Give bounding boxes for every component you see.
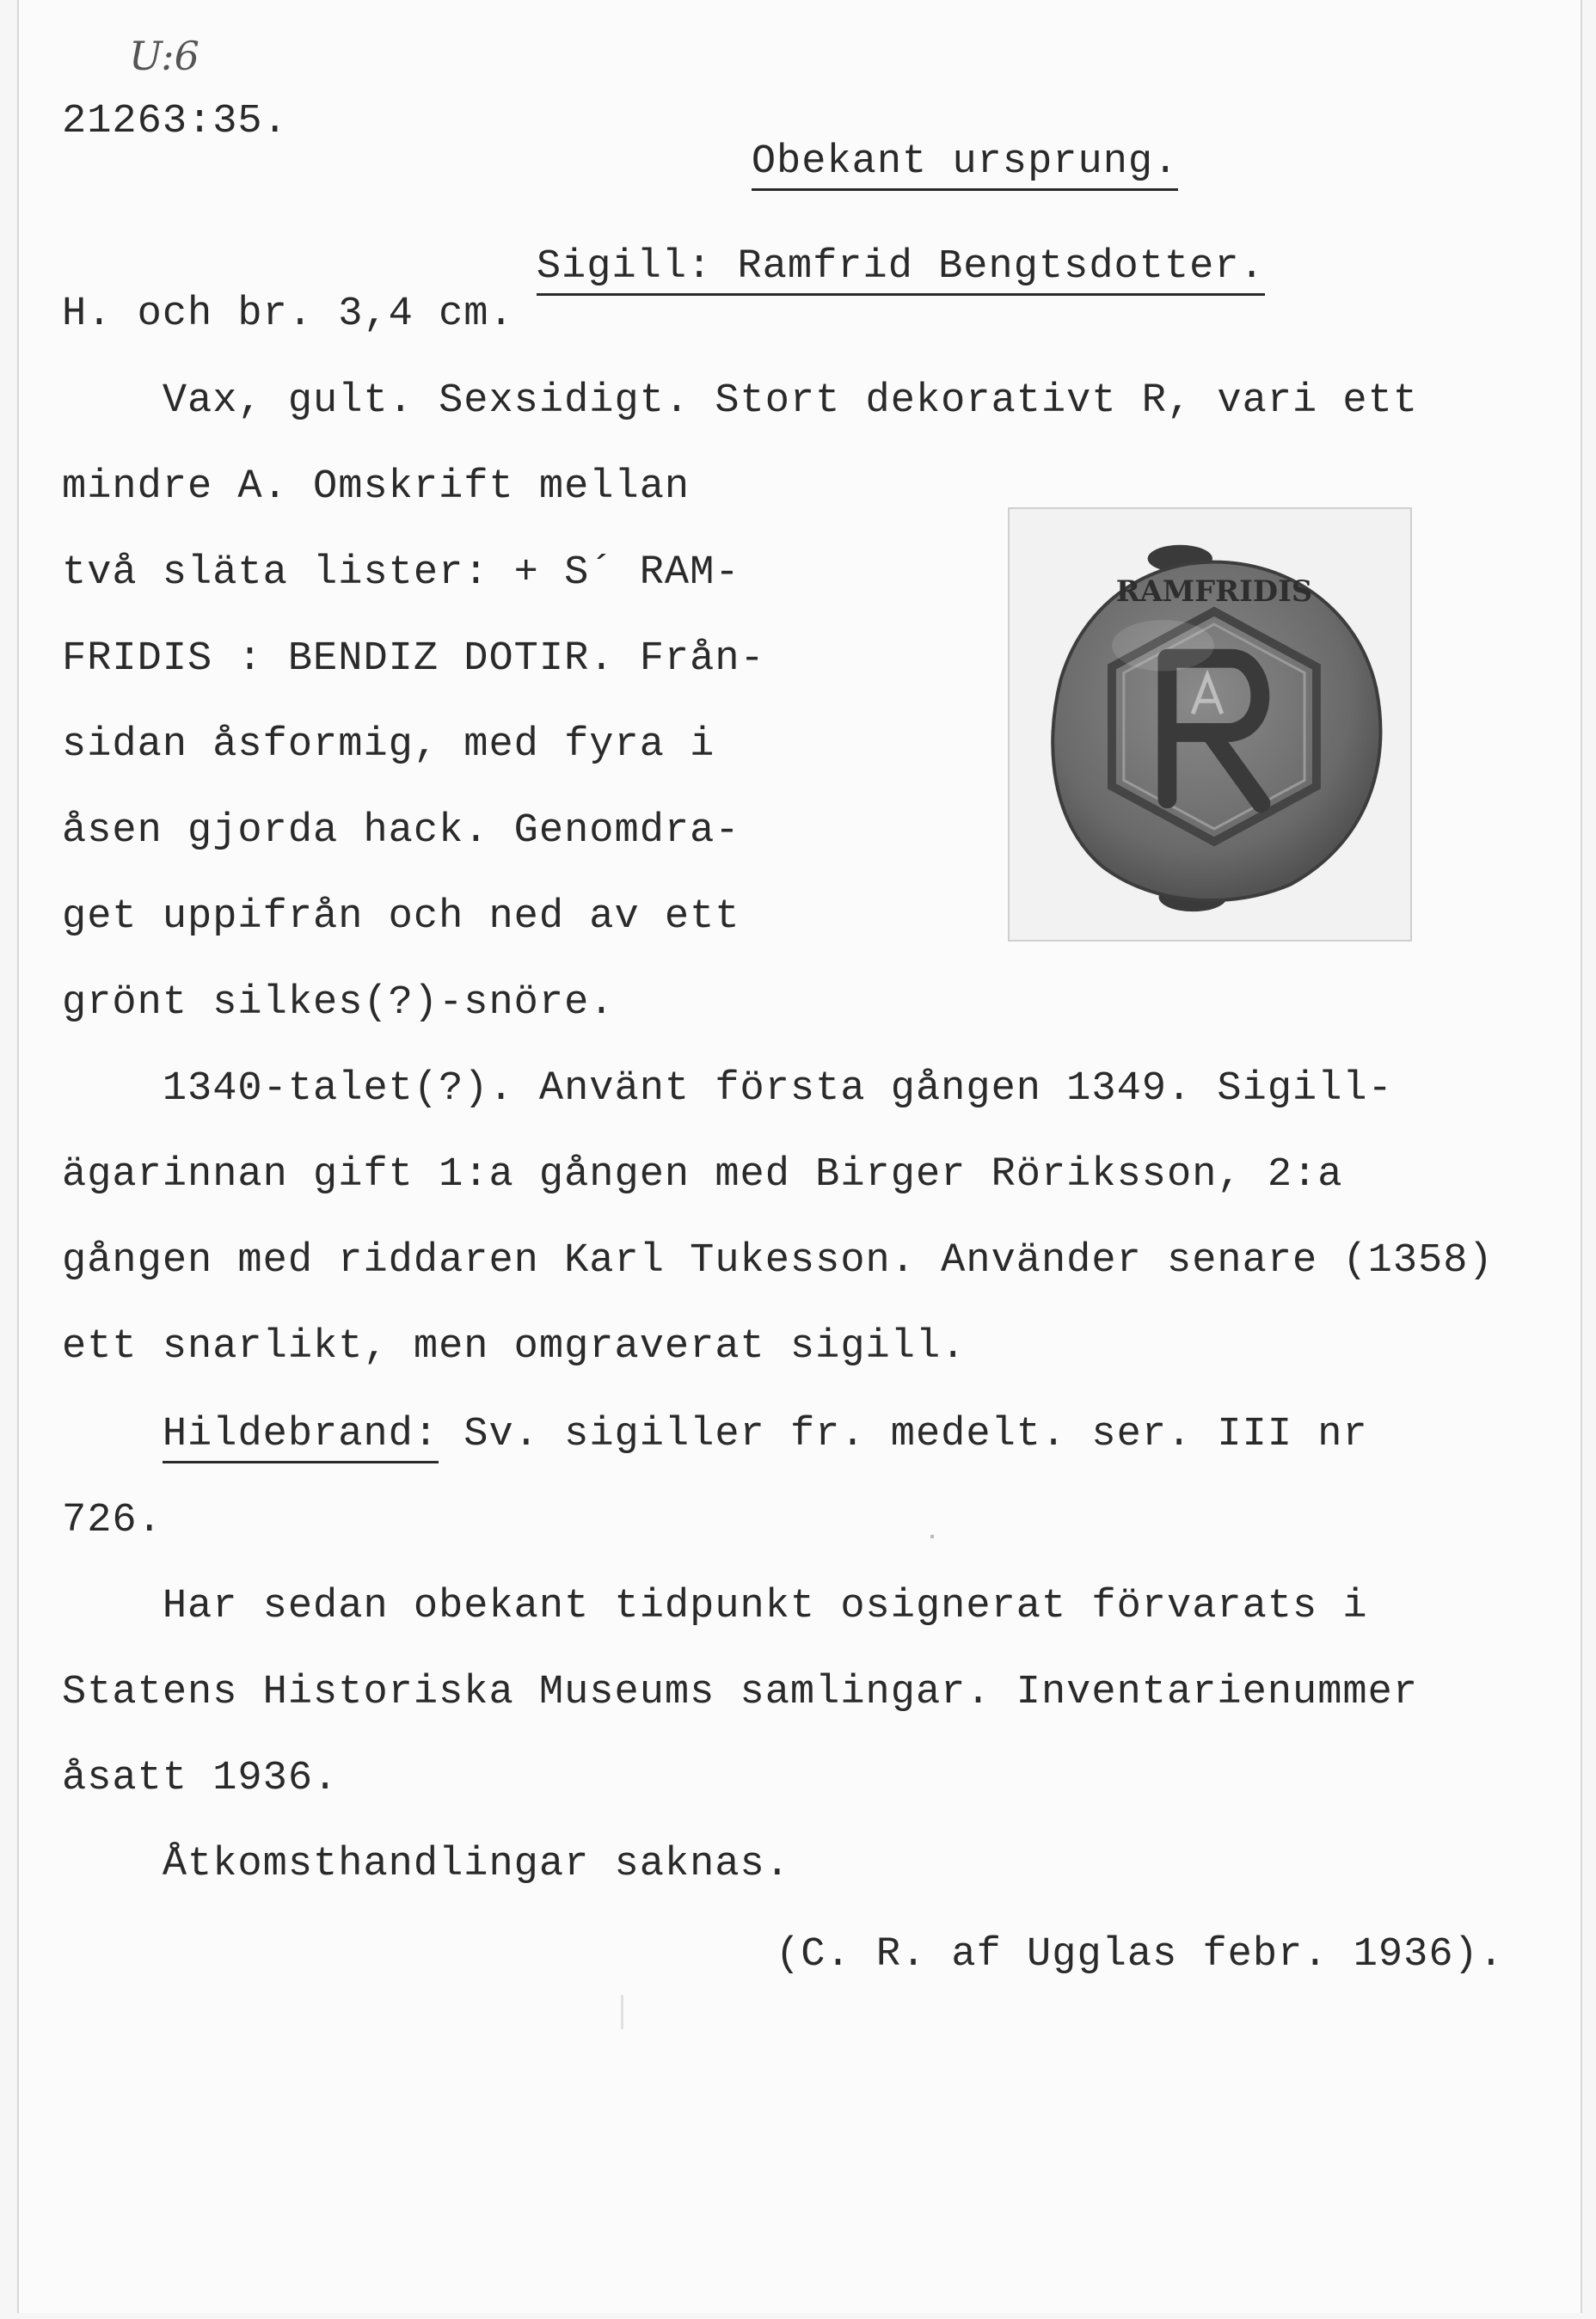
description-line: FRIDIS : BENDIZ DOTIR. Från- bbox=[62, 636, 765, 682]
reference-number: 726. bbox=[62, 1498, 163, 1543]
seal-heading bbox=[436, 206, 1265, 328]
provenance-line: åsatt 1936. bbox=[62, 1756, 339, 1801]
description-line: grönt silkes(?)-snöre. bbox=[62, 980, 615, 1026]
provenance-line: Statens Historiska Museums samlingar. Inventarienummer bbox=[62, 1670, 1419, 1715]
signature: (C. R. af Ugglas febr. 1936). bbox=[776, 1932, 1504, 1978]
description-line: sidan åsformig, med fyra i bbox=[62, 722, 715, 768]
provenance-line: Har sedan obekant tidpunkt osignerat förvarats i bbox=[62, 1584, 1368, 1629]
description-line: get uppifrån och ned av ett bbox=[62, 894, 740, 940]
acquisition-note: Åtkomsthandlingar saknas. bbox=[62, 1842, 790, 1887]
seal-image bbox=[1010, 509, 1410, 940]
description-line: åsen gjorda hack. Genomdra- bbox=[62, 808, 740, 854]
seal-photo bbox=[1008, 507, 1412, 942]
catalog-card bbox=[17, 0, 1582, 2313]
paper-speck bbox=[930, 1535, 934, 1538]
reference-line bbox=[62, 1414, 1368, 1455]
catalog-number: 21263:35. bbox=[62, 99, 288, 144]
origin-heading bbox=[651, 101, 1178, 223]
description-line: Vax, gult. Sexsidigt. Stort dekorativt R, vari ett bbox=[62, 378, 1419, 424]
dating-line: gången med riddaren Karl Tukesson. Använder senare (1358) bbox=[62, 1238, 1494, 1284]
paper-speck bbox=[621, 1995, 623, 2029]
handwritten-mark: U:6 bbox=[129, 33, 200, 79]
description-line: mindre A. Omskrift mellan bbox=[62, 464, 691, 510]
reference-text: Sv. sigiller fr. medelt. ser. III nr bbox=[439, 1412, 1368, 1457]
description-line: två släta lister: + S´ RAM- bbox=[62, 550, 740, 596]
dating-line: 1340-talet(?). Använt första gången 1349. Sigill- bbox=[62, 1066, 1393, 1112]
dimensions: H. och br. 3,4 cm. bbox=[62, 291, 514, 337]
dating-line: ägarinnan gift 1:a gången med Birger Röriksson, 2:a bbox=[62, 1152, 1343, 1198]
dating-line: ett snarlikt, men omgraverat sigill. bbox=[62, 1324, 967, 1370]
seal-heading-text: Sigill: Ramfrid Bengtsdotter. bbox=[537, 244, 1265, 296]
seal-legend: RAMFRIDIS bbox=[1115, 574, 1313, 609]
origin-heading-text: Obekant ursprung. bbox=[752, 139, 1178, 191]
reference-author: Hildebrand: bbox=[163, 1412, 439, 1463]
